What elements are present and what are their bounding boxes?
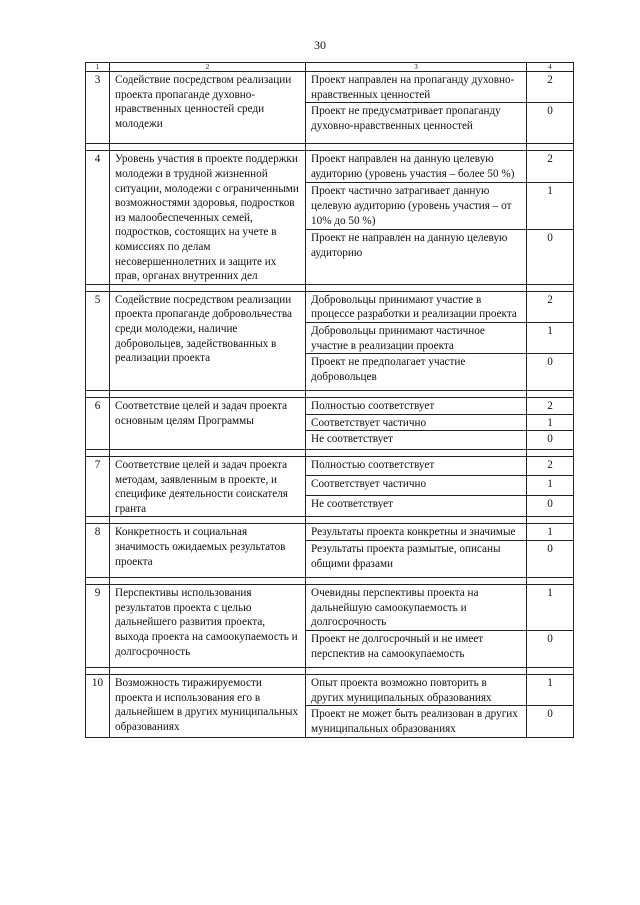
option-score: 2 — [527, 291, 574, 322]
separator-cell — [86, 517, 110, 524]
table-row — [86, 72, 574, 103]
criterion-text: Содействие посредством реализации проекта пропаганде духовно-нравственных ценностей среди молодежи — [110, 72, 306, 144]
option-text: Соответствует частично — [306, 476, 527, 495]
option-score: 0 — [527, 541, 574, 578]
table-row — [86, 524, 574, 541]
option-text: Полностью соответствует — [306, 398, 527, 415]
option-score: 1 — [527, 414, 574, 431]
option-text: Проект не предусматривает пропаганду духовно-нравственных ценностей — [306, 103, 527, 144]
criterion-text: Уровень участия в проекте поддержки молодежи в трудной жизненной ситуации, молодежи с ограниченными возможностями здоровья, подростков из малообеспеченных семей, подростков, состоящих на учете в комиссиях по делам несовершеннолетних и защите их прав, органах внутренних дел — [110, 151, 306, 284]
separator-cell — [110, 391, 306, 398]
group-separator — [86, 284, 574, 291]
option-text: Результаты проекта конкретны и значимые — [306, 524, 527, 541]
option-text: Опыт проекта возможно повторить в других муниципальных образованиях — [306, 675, 527, 706]
table-row — [86, 398, 574, 415]
separator-cell — [527, 450, 574, 457]
criterion-number: 10 — [86, 675, 110, 737]
header-cell-4: 4 — [527, 63, 574, 72]
option-score: 0 — [527, 495, 574, 517]
group-separator — [86, 144, 574, 151]
option-text: Проект направлен на пропаганду духовно-нравственных ценностей — [306, 72, 527, 103]
criterion-number: 6 — [86, 398, 110, 450]
option-score: 1 — [527, 476, 574, 495]
option-score: 0 — [527, 103, 574, 144]
option-text: Соответствует частично — [306, 414, 527, 431]
separator-cell — [306, 144, 527, 151]
option-text: Проект не долгосрочный и не имеет перспектив на самоокупаемость — [306, 631, 527, 668]
option-score: 0 — [527, 230, 574, 285]
option-text: Добровольцы принимают участие в процессе разработки и реализации проекта — [306, 291, 527, 322]
group-separator — [86, 578, 574, 585]
separator-cell — [86, 578, 110, 585]
option-text: Проект не направлен на данную целевую аудиторию — [306, 230, 527, 285]
option-score: 2 — [527, 457, 574, 476]
header-row — [86, 63, 574, 72]
option-score: 1 — [527, 322, 574, 353]
table-body — [86, 72, 574, 738]
option-text: Проект направлен на данную целевую аудиторию (уровень участия – более 50 %) — [306, 151, 527, 183]
option-text: Проект не предполагает участие добровольцев — [306, 354, 527, 391]
option-score: 2 — [527, 72, 574, 103]
table-row — [86, 291, 574, 322]
separator-cell — [527, 668, 574, 675]
separator-cell — [527, 578, 574, 585]
separator-cell — [86, 284, 110, 291]
separator-cell — [306, 517, 527, 524]
separator-cell — [306, 578, 527, 585]
page-number: 30 — [314, 38, 326, 52]
option-text: Не соответствует — [306, 431, 527, 450]
criterion-text: Содействие посредством реализации проекта пропаганде добровольчества среди молодежи, наличие добровольцев, задействованных в реализации проекта — [110, 291, 306, 391]
separator-cell — [527, 284, 574, 291]
separator-cell — [110, 284, 306, 291]
table-row — [86, 151, 574, 183]
separator-cell — [86, 450, 110, 457]
criterion-text: Соответствие целей и задач проекта основным целям Программы — [110, 398, 306, 450]
separator-cell — [306, 450, 527, 457]
group-separator — [86, 450, 574, 457]
group-separator — [86, 517, 574, 524]
separator-cell — [110, 668, 306, 675]
criterion-text: Перспективы использования результатов проекта с целью дальнейшего развития проекта, выхода проекта на самоокупаемость и долгосрочность — [110, 585, 306, 668]
criterion-number: 8 — [86, 524, 110, 578]
option-score: 2 — [527, 151, 574, 183]
separator-cell — [527, 391, 574, 398]
option-text: Проект частично затрагивает данную целевую аудиторию (уровень участия – от 10% до 50 %) — [306, 183, 527, 230]
criterion-text: Конкретность и социальная значимость ожидаемых результатов проекта — [110, 524, 306, 578]
option-score: 1 — [527, 585, 574, 631]
group-separator — [86, 668, 574, 675]
separator-cell — [306, 391, 527, 398]
option-score: 0 — [527, 706, 574, 737]
separator-cell — [527, 144, 574, 151]
separator-cell — [86, 668, 110, 675]
option-text: Не соответствует — [306, 495, 527, 517]
option-text: Полностью соответствует — [306, 457, 527, 476]
criterion-number: 3 — [86, 72, 110, 144]
criterion-text: Соответствие целей и задач проекта методам, заявленным в проекте, и специфике деятельности соискателя гранта — [110, 457, 306, 517]
option-text: Проект не может быть реализован в других муниципальных образованиях — [306, 706, 527, 737]
separator-cell — [86, 144, 110, 151]
option-score: 1 — [527, 675, 574, 706]
option-score: 0 — [527, 631, 574, 668]
criteria-table — [85, 62, 574, 738]
separator-cell — [86, 391, 110, 398]
header-cell-1: 1 — [86, 63, 110, 72]
criterion-number: 5 — [86, 291, 110, 391]
header-cell-2: 2 — [110, 63, 306, 72]
option-text: Добровольцы принимают частичное участие в реализации проекта — [306, 322, 527, 353]
table-row — [86, 675, 574, 706]
separator-cell — [110, 578, 306, 585]
table-row — [86, 585, 574, 631]
separator-cell — [110, 517, 306, 524]
separator-cell — [110, 450, 306, 457]
separator-cell — [306, 284, 527, 291]
option-score: 0 — [527, 354, 574, 391]
separator-cell — [110, 144, 306, 151]
criterion-text: Возможность тиражируемости проекта и использования его в дальнейшем в других муниципальных образованиях — [110, 675, 306, 737]
criterion-number: 7 — [86, 457, 110, 517]
criterion-number: 9 — [86, 585, 110, 668]
option-score: 2 — [527, 398, 574, 415]
option-text: Очевидны перспективы проекта на дальнейшую самоокупаемость и долгосрочность — [306, 585, 527, 631]
option-score: 1 — [527, 183, 574, 230]
option-score: 1 — [527, 524, 574, 541]
criterion-number: 4 — [86, 151, 110, 284]
option-text: Результаты проекта размытые, описаны общими фразами — [306, 541, 527, 578]
separator-cell — [306, 668, 527, 675]
header-cell-3: 3 — [306, 63, 527, 72]
table-row — [86, 457, 574, 476]
option-score: 0 — [527, 431, 574, 450]
separator-cell — [527, 517, 574, 524]
group-separator — [86, 391, 574, 398]
